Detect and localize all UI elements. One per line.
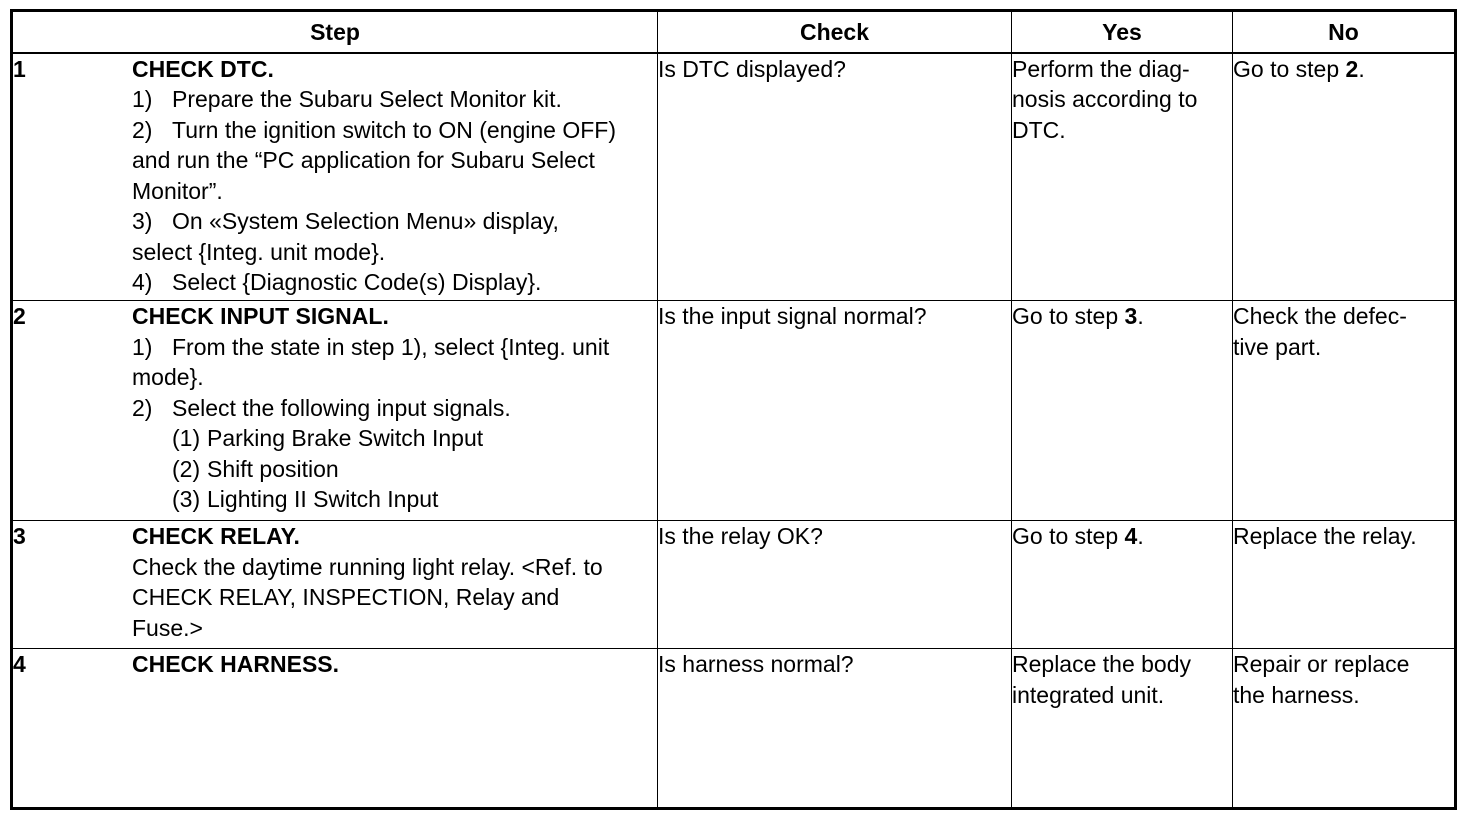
step-title: CHECK RELAY. [132, 523, 300, 549]
step-title: CHECK HARNESS. [132, 651, 340, 677]
step-body [132, 54, 657, 298]
header-no: No [1233, 11, 1456, 53]
procedure-line: 1) Prepare the Subaru Select Monitor kit. [132, 86, 562, 112]
step-body [132, 649, 657, 680]
procedure-line: 1) From the state in step 1), select {Integ. unit [132, 333, 610, 360]
input-signal-item: (3) Lighting II Switch Input [172, 486, 439, 512]
step-body [132, 301, 657, 515]
step-body [132, 521, 657, 643]
procedure-line: Monitor”. [132, 177, 223, 204]
header-yes: Yes [1012, 11, 1233, 53]
procedure-line: 2) Select the following input signals. [132, 394, 511, 421]
step-cell [12, 521, 658, 649]
table-row [12, 301, 1456, 521]
yes-cell: Replace the body integrated unit. [1012, 649, 1233, 809]
yes-cell: Go to step 4. [1012, 521, 1233, 649]
procedure-line: mode}. [132, 364, 204, 390]
procedure-line: 2) Turn the ignition switch to ON (engine OFF) [132, 116, 616, 143]
step-cell [12, 649, 658, 809]
yes-cell: Perform the diag- nosis according to DTC. [1012, 53, 1233, 301]
check-cell: Is DTC displayed? [658, 53, 1012, 301]
step-number: 2 [13, 303, 26, 329]
procedure-line: 4) Select {Diagnostic Code(s) Display}. [132, 269, 542, 295]
input-signal-item: (2) Shift position [172, 455, 339, 482]
yes-cell: Go to step 3. [1012, 301, 1233, 521]
no-cell: Replace the relay. [1233, 521, 1456, 649]
table-row [12, 521, 1456, 649]
step-number: 3 [13, 523, 26, 549]
table-row [12, 649, 1456, 809]
procedure-line: 3) On «System Selection Menu» display, [132, 208, 559, 234]
step-cell [12, 301, 658, 521]
no-cell: Go to step 2. [1233, 53, 1456, 301]
no-cell: Check the defec- tive part. [1233, 301, 1456, 521]
input-signal-item: (1) Parking Brake Switch Input [172, 425, 484, 451]
no-cell: Repair or replace the harness. [1233, 649, 1456, 809]
step-number: 1 [13, 55, 26, 82]
check-cell: Is the relay OK? [658, 521, 1012, 649]
procedure-line: and run the “PC application for Subaru Select [132, 147, 595, 173]
header-step: Step [12, 11, 658, 53]
procedure-line: Fuse.> [132, 614, 203, 641]
check-cell: Is harness normal? [658, 649, 1012, 809]
step-title: CHECK DTC. [132, 55, 274, 82]
header-check: Check [658, 11, 1012, 53]
check-cell: Is the input signal normal? [658, 301, 1012, 521]
table-row [12, 53, 1456, 301]
header-row [12, 11, 1456, 53]
procedure-line: CHECK RELAY, INSPECTION, Relay and [132, 584, 560, 610]
step-title: CHECK INPUT SIGNAL. [132, 303, 389, 329]
step-number: 4 [13, 651, 26, 677]
step-cell [12, 53, 658, 301]
procedure-line: Check the daytime running light relay. <Ref. to [132, 553, 603, 580]
procedure-line: select {Integ. unit mode}. [132, 238, 386, 265]
diagnostic-table [10, 9, 1457, 810]
